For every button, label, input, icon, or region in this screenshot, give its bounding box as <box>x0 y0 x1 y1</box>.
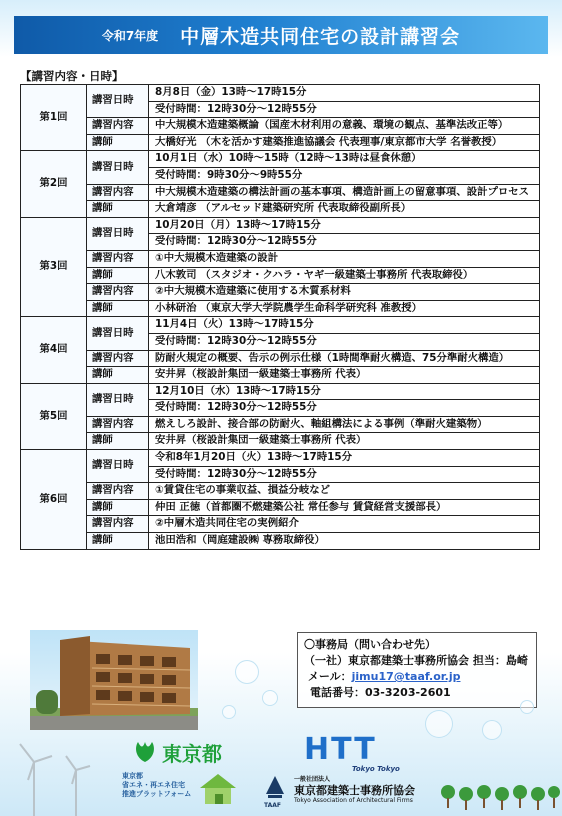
row-label: 講師 <box>87 433 149 450</box>
row-value: 池田浩和（岡庭建設㈱ 専務取締役） <box>149 533 540 550</box>
row-value: 令和8年1月20日（火）13時～17時15分 <box>149 450 540 467</box>
row-label: 講師 <box>87 201 149 218</box>
title-banner <box>14 16 548 54</box>
row-label: 講師 <box>87 533 149 550</box>
row-label: 講習日時 <box>87 85 149 118</box>
platform-line-1: 東京都 <box>122 772 143 780</box>
row-label: 講習内容 <box>87 483 149 500</box>
row-value: 11月4日（火）13時～17時15分 <box>149 317 540 334</box>
contact-box <box>297 632 537 708</box>
building-photo <box>30 630 198 730</box>
row-value: 小林研治 （東京大学大学院農学生命科学研究科 准教授） <box>149 300 540 317</box>
contact-org: （一社）東京都建築士事務所協会 担当：島崎 <box>304 654 528 667</box>
row-value: 10月1日（水）10時～15時（12時～13時は昼食休憩） <box>149 151 540 168</box>
fiscal-year: 令和7年度 <box>101 28 159 43</box>
row-value: ②中大規模木造建築に使用する木質系材料 <box>149 284 540 301</box>
table-row <box>21 134 540 151</box>
session-number: 第1回 <box>21 85 87 151</box>
section-label: 【講習内容・日時】 <box>20 69 124 83</box>
row-label: 講習内容 <box>87 284 149 301</box>
row-label: 講師 <box>87 134 149 151</box>
row-value: 中大規模木造建築概論（国産木材利用の意義、環境の観点、基準法改正等） <box>149 118 540 135</box>
row-value: ②中層木造共同住宅の実例紹介 <box>149 516 540 533</box>
row-value: 燃えしろ設計、接合部の防耐火、軸組構法による事例（準耐火建築物） <box>149 416 540 433</box>
schedule-table <box>20 84 540 550</box>
decor-bubble <box>520 700 534 714</box>
taaf-mark-text: TAAF <box>264 802 282 809</box>
row-value: 受付時間：12時30分～12時55分 <box>149 400 540 417</box>
table-row <box>21 201 540 218</box>
row-value: 中大規模木造建築の構法計画の基本事項、構造計画上の留意事項、設計プロセス <box>149 184 540 201</box>
table-row <box>21 317 540 334</box>
wooden-building-image <box>30 630 198 730</box>
row-label: 講師 <box>87 300 149 317</box>
row-value: 受付時間：12時30分～12時55分 <box>149 101 540 118</box>
taaf-mark-icon <box>264 774 286 800</box>
row-label: 講習日時 <box>87 450 149 483</box>
decor-bubble <box>235 660 259 684</box>
row-value: 8月8日（金）13時～17時15分 <box>149 85 540 102</box>
row-value: 受付時間：12時30分～12時55分 <box>149 466 540 483</box>
session-number: 第5回 <box>21 383 87 449</box>
contact-phone: 電話番号：03-3203-2601 <box>310 686 451 699</box>
table-row <box>21 383 540 400</box>
table-row <box>21 217 540 234</box>
session-number: 第6回 <box>21 450 87 550</box>
contact-heading: 〇事務局（問い合わせ先） <box>304 638 436 651</box>
session-number: 第2回 <box>21 151 87 217</box>
row-value: 安井昇（桜設計集団一級建築士事務所 代表） <box>149 367 540 384</box>
table-row <box>21 367 540 384</box>
session-number: 第4回 <box>21 317 87 383</box>
row-value: 八木敦司 （スタジオ・クハラ・ヤギ一級建築士事務所 代表取締役） <box>149 267 540 284</box>
htt-sub: Tokyo Tokyo <box>352 765 400 773</box>
row-label: 講習日時 <box>87 383 149 416</box>
row-value: 大倉靖彦 （アルセッド建築研究所 代表取締役副所長） <box>149 201 540 218</box>
tokyo-ginkgo-icon <box>132 738 158 764</box>
row-label: 講師 <box>87 367 149 384</box>
trees-icon <box>440 782 560 812</box>
row-label: 講師 <box>87 267 149 284</box>
session-number: 第3回 <box>21 217 87 317</box>
table-row <box>21 184 540 201</box>
table-row <box>21 151 540 168</box>
wind-turbines-icon <box>6 740 116 816</box>
row-label: 講習内容 <box>87 516 149 533</box>
table-row <box>21 300 540 317</box>
table-row <box>21 267 540 284</box>
table-row <box>21 450 540 467</box>
row-value: 大橋好光 （木を活かす建築推進協議会 代表理事/東京都市大学 名誉教授） <box>149 134 540 151</box>
table-row <box>21 516 540 533</box>
decor-bubble <box>425 710 453 738</box>
page-title: 中層木造共同住宅の設計講習会 <box>180 25 461 48</box>
platform-logo <box>122 772 192 799</box>
row-label: 講習日時 <box>87 151 149 184</box>
decor-bubble <box>482 720 502 740</box>
platform-line-2: 省エネ・再エネ住宅 <box>122 781 185 789</box>
taaf-small: 一般社団法人 <box>294 776 331 783</box>
table-row <box>21 85 540 102</box>
row-value: 受付時間：12時30分～12時55分 <box>149 333 540 350</box>
tokyo-logo: 東京都 <box>162 742 222 766</box>
mail-label: メール： <box>307 670 352 683</box>
row-value: 10月20日（月）13時～17時15分 <box>149 217 540 234</box>
decor-bubble <box>222 705 236 719</box>
row-value: 仲田 正徳（首都圏不燃建築公社 常任参与 賃貸経営支援部長） <box>149 499 540 516</box>
row-value: 防耐火規定の概要、告示の例示仕様（1時間準耐火構造、75分準耐火構造） <box>149 350 540 367</box>
taaf-name: 東京都建築士事務所協会 <box>294 784 415 797</box>
row-value: 受付時間：9時30分～9時55分 <box>149 167 540 184</box>
row-value: ①賃貸住宅の事業収益、損益分岐など <box>149 483 540 500</box>
row-value: 12月10日（水）13時～17時15分 <box>149 383 540 400</box>
table-row <box>21 499 540 516</box>
row-value: ①中大規模木造建築の設計 <box>149 250 540 267</box>
row-value: 受付時間：12時30分～12時55分 <box>149 234 540 251</box>
table-row <box>21 416 540 433</box>
table-row <box>21 533 540 550</box>
taaf-english: Tokyo Association of Architectural Firms <box>294 797 413 804</box>
house-leaf-icon <box>196 770 242 806</box>
row-label: 講習内容 <box>87 416 149 433</box>
table-row <box>21 250 540 267</box>
row-value: 安井昇（桜設計集団一級建築士事務所 代表） <box>149 433 540 450</box>
table-row <box>21 483 540 500</box>
table-row <box>21 350 540 367</box>
mail-link[interactable]: jimu17@taaf.or.jp <box>351 670 461 683</box>
htt-logo: HTT <box>304 732 377 767</box>
decor-bubble <box>262 690 278 706</box>
table-row <box>21 433 540 450</box>
row-label: 講習内容 <box>87 118 149 135</box>
row-label: 講習日時 <box>87 217 149 250</box>
row-label: 講習内容 <box>87 250 149 267</box>
row-label: 講習日時 <box>87 317 149 350</box>
row-label: 講習内容 <box>87 350 149 367</box>
row-label: 講習内容 <box>87 184 149 201</box>
table-row <box>21 118 540 135</box>
platform-line-3: 推進プラットフォーム <box>122 790 192 798</box>
table-row <box>21 284 540 301</box>
contact-mail-line <box>304 669 530 685</box>
row-label: 講師 <box>87 499 149 516</box>
